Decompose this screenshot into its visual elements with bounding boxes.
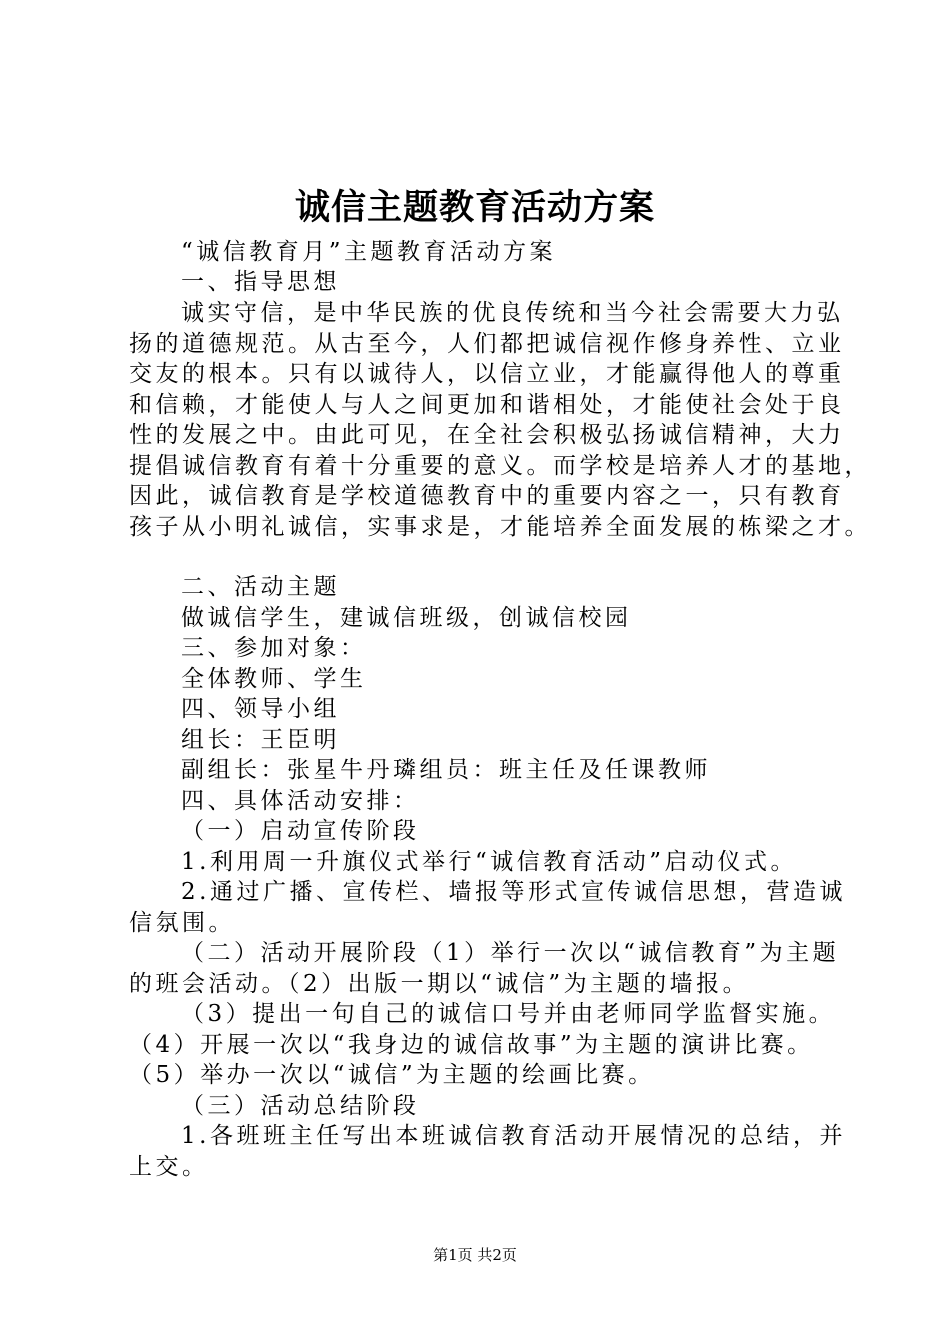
paragraph-line: 全体教师、学生: [181, 666, 367, 692]
section-heading: 四、具体活动安排：: [181, 788, 420, 814]
paragraph-line: 上交。: [129, 1154, 209, 1180]
subsection-heading: （一）启动宣传阶段: [181, 818, 420, 844]
paragraph-line: （5）举办一次以“诚信”为主题的绘画比赛。: [129, 1062, 655, 1088]
paragraph-line: 扬的道德规范。从古至今，人们都把诚信视作修身养性、立业: [129, 331, 845, 357]
paragraph-line: 孩子从小明礼诚信，实事求是，才能培养全面发展的栋梁之才。: [129, 514, 871, 540]
section-heading: 二、活动主题: [181, 574, 340, 600]
section-heading: 三、参加对象：: [181, 635, 367, 661]
paragraph-line: 1.利用周一升旗仪式举行“诚信教育活动”启动仪式。: [181, 849, 797, 875]
paragraph-line: （3）提出一句自己的诚信口号并由老师同学监督实施。: [181, 1001, 836, 1027]
paragraph-line: 副组长：张星牛丹璘组员：班主任及任课教师: [181, 757, 711, 783]
paragraph-line: 提倡诚信教育有着十分重要的意义。而学校是培养人才的基地，: [129, 453, 871, 479]
document-title: 诚信主题教育活动方案: [294, 187, 655, 228]
paragraph-line: 做诚信学生，建诚信班级，创诚信校园: [181, 605, 632, 631]
paragraph-line: 性的发展之中。由此可见，在全社会积极弘扬诚信精神，大力: [129, 422, 845, 448]
paragraph-line: （4）开展一次以“我身边的诚信故事”为主题的演讲比赛。: [129, 1032, 814, 1058]
paragraph-line: 和信赖，才能使人与人之间更加和谐相处，才能使社会处于良: [129, 392, 845, 418]
page-footer: 第1页 共2页: [433, 1246, 517, 1264]
section-heading: 一、指导思想: [181, 269, 340, 295]
section-heading: 四、领导小组: [181, 696, 340, 722]
paragraph-line: 交友的根本。只有以诚待人，以信立业，才能赢得他人的尊重: [129, 361, 845, 387]
paragraph-line: 的班会活动。（2）出版一期以“诚信”为主题的墙报。: [129, 971, 750, 997]
paragraph-line: （二）活动开展阶段（1）举行一次以“诚信教育”为主题: [181, 940, 840, 966]
paragraph-line: 因此，诚信教育是学校道德教育中的重要内容之一，只有教育: [129, 483, 845, 509]
paragraph-line: 诚实守信，是中华民族的优良传统和当今社会需要大力弘: [181, 300, 844, 326]
subtitle-line: “诚信教育月”主题教育活动方案: [181, 239, 557, 265]
subsection-heading: （三）活动总结阶段: [181, 1093, 420, 1119]
paragraph-line: 2.通过广播、宣传栏、墙报等形式宣传诚信思想，营造诚: [181, 879, 846, 905]
paragraph-line: 1.各班班主任写出本班诚信教育活动开展情况的总结，并: [181, 1123, 846, 1149]
paragraph-line: 组长：王臣明: [181, 727, 340, 753]
paragraph-line: 信氛围。: [129, 910, 235, 936]
